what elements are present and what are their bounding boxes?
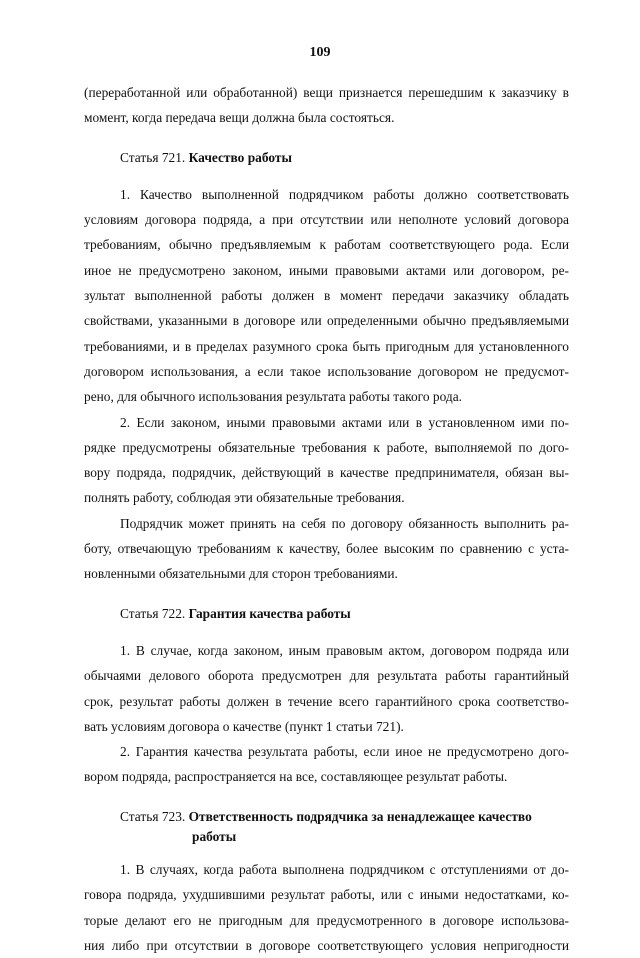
intro-paragraph <box>84 80 569 131</box>
text-line: вором подряда, распространяется на все, составляющее результат работы. <box>84 769 508 785</box>
article-721-paragraph-3 <box>84 511 569 587</box>
article-723-paragraph-1 <box>84 857 569 958</box>
text-line: требованиями, и в пределах разумного срока быть пригодным для установленного <box>84 338 569 354</box>
article-label: Статья 723. <box>120 808 186 824</box>
text-line: боту, отвечающую требованиям к качеству, более высоким по сравнению с уста- <box>84 541 569 557</box>
article-title: Качество работы <box>188 149 292 165</box>
article-title: Гарантия качества работы <box>188 605 351 621</box>
article-label: Статья 722. <box>120 605 186 621</box>
article-723-heading <box>84 804 569 829</box>
article-721-paragraph-2 <box>84 410 569 511</box>
text-line: 1. В случае, когда законом, иным правовым актом, договором подряда или <box>120 642 569 658</box>
article-722-heading <box>84 601 569 626</box>
text-line: новленными обязательными для сторон требованиями. <box>84 566 398 582</box>
text-line: обычаями делового оборота предусмотрен для результата работы гарантийный <box>84 668 569 684</box>
text-line: 2. Гарантия качества результата работы, если иное не предусмотрено дого- <box>120 744 569 760</box>
text-line: вору подряда, подрядчик, действующий в качестве предпринимателя, обязан вы- <box>84 465 569 481</box>
page-number: 109 <box>309 45 331 60</box>
document-body <box>84 80 569 958</box>
text-line: требованиям, обычно предъявляемым к работам соответствующего рода. Если <box>84 237 569 253</box>
article-label: Статья 721. <box>120 149 186 165</box>
text-line: Подрядчик может принять на себя по договору обязанность выполнить ра- <box>120 515 569 531</box>
text-line: свойствами, указанными в договоре или определенными обычно предъявляемыми <box>84 313 569 329</box>
article-721-heading <box>84 145 569 170</box>
text-line: зультат выполненной работы должен в момент передачи заказчику обладать <box>84 288 569 304</box>
text-line: иное не предусмотрено законом, иными правовыми актами или договором, ре- <box>84 262 569 278</box>
article-722-paragraph-2 <box>84 739 569 790</box>
article-722-paragraph-1 <box>84 638 569 739</box>
text-line: рено, для обычного использования результата работы такого рода. <box>84 389 462 405</box>
article-723-heading-continuation: работы <box>192 829 237 845</box>
text-line: 1. В случаях, когда работа выполнена подрядчиком с отступлениями от до- <box>120 862 569 878</box>
text-line: 1. Качество выполненной подрядчиком работы должно соответствовать <box>120 186 569 202</box>
text-line: момент, когда передача вещи должна была состояться. <box>84 110 395 126</box>
text-line: торые делают его не пригодным для предусмотренного в договоре использова- <box>84 912 569 928</box>
text-line: срок, результат работы должен в течение всего гарантийного срока соответство- <box>84 693 569 709</box>
text-line: (переработанной или обработанной) вещи признается перешедшим к заказчику в <box>84 85 569 100</box>
text-line: договором использования, а если такое использование договором не предусмот- <box>84 363 569 379</box>
text-line: полнять работу, соблюдая эти обязательные требования. <box>84 490 405 506</box>
text-line: условиям договора подряда, а при отсутствии или неполноте условий договора <box>84 212 569 228</box>
article-title: Ответственность подрядчика за ненадлежащее качество <box>188 808 532 824</box>
article-721-paragraph-1 <box>84 182 569 410</box>
text-line: 2. Если законом, иными правовыми актами или в установленном ими по- <box>120 414 569 430</box>
text-line: рядке предусмотрены обязательные требования к работе, выполняемой по дого- <box>84 439 569 455</box>
text-line: вать условиям договора о качестве (пункт 1 статьи 721). <box>84 718 404 734</box>
text-line: говора подряда, ухудшившими результат работы, или с иными недостатками, ко- <box>84 887 569 903</box>
text-line: ния либо при отсутствии в договоре соответствующего условия непригодности <box>84 937 569 953</box>
